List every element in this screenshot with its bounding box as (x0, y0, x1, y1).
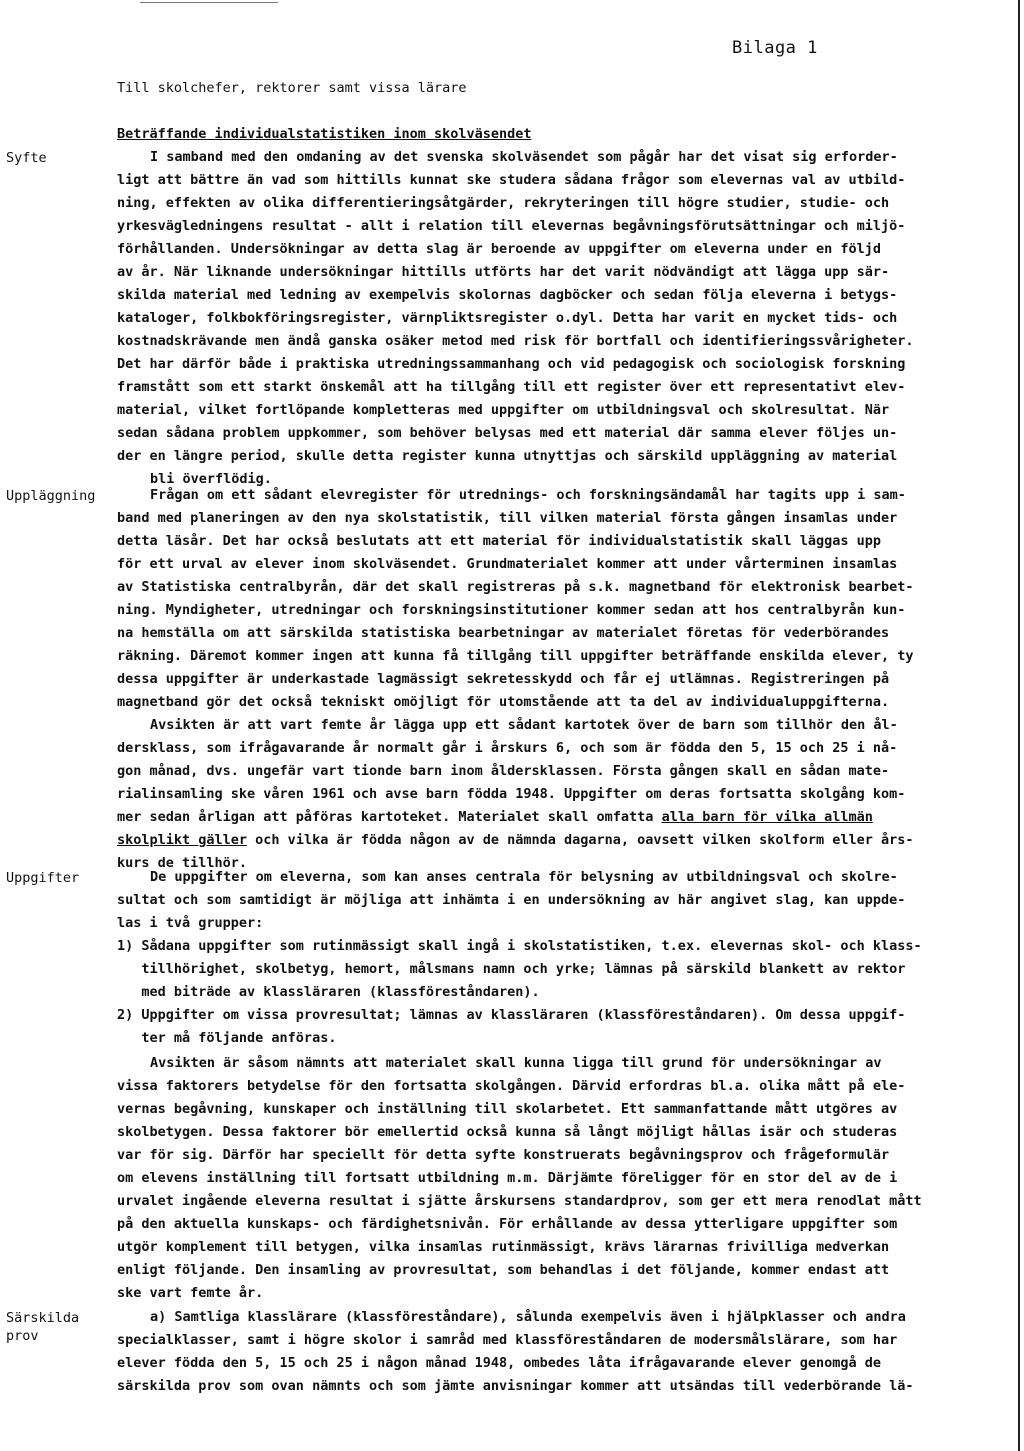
text-line: skilda material med ledning av exempelvis skolornas dagböcker och sedan följa eleverna i betygs- (117, 287, 898, 303)
text-line: kurs de tillhör. (117, 855, 248, 871)
text-line: Avsikten är såsom nämnts att materialet skall kunna ligga till grund för undersökningar av (150, 1055, 882, 1071)
document-heading: Beträffande individualstatistiken inom skolväsendet (117, 126, 532, 142)
text-line: magnetband gör det också tekniskt omöjligt för utomstående att ta del av individualuppgifterna. (117, 694, 890, 710)
text-line (117, 806, 997, 829)
list-item-line: 2) Uppgifter om vissa provresultat; lämnas av klassläraren (klassföreståndaren). Om dessa uppgif- (117, 1007, 906, 1023)
text-line: rialinsamling ske våren 1961 och avse barn födda 1948. Uppgifter om deras fortsatta skolgång kom- (117, 786, 906, 802)
text-line: ske vart femte år. (117, 1285, 264, 1301)
page-edge (1018, 0, 1020, 1451)
paragraph-avsikten (117, 1052, 997, 1305)
text-line: kostnadskrävande men ändå ganska osäker metod med risk för bortfall och identifieringssvårigheter. (117, 333, 914, 349)
list-item-line: med biträde av klassläraren (klassföreståndaren). (117, 984, 540, 1000)
text-line: kataloger, folkbokföringsregister, värnpliktsregister o.dyl. Detta har varit en mycket tids- och (117, 310, 898, 326)
text-line: på den aktuella kunskaps- och färdighetsnivån. För erhållande av dessa ytterligare uppgifter som (117, 1216, 898, 1232)
text-line: framstått som ett starkt önskemål att ha tillgång till ett register över ett representativt elev- (117, 379, 906, 395)
text-line: av Statistiska centralbyrån, där det skall registreras på s.k. magnetband för elektronisk bearbet- (117, 579, 914, 595)
text-line: av år. När liknande undersökningar hittills utförts har det varit nödvändigt att lägga upp sär- (117, 264, 890, 280)
text-span: och vilka är födda någon av de nämnda dagarna, oavsett vilken skolform eller års- (247, 832, 914, 848)
text-line: sedan sådana problem uppkommer, som behöver belysas med ett material där samma elever följes un- (117, 425, 898, 441)
text-line: De uppgifter om eleverna, som kan anses centrala för belysning av utbildningsval och skolre- (150, 869, 898, 885)
text-line: var för sig. Därför har speciellt för detta syfte konstruerats begåvningsprov och frågeformulär (117, 1147, 890, 1163)
list-item-line: 1) Sådana uppgifter som rutinmässigt skall ingå i skolstatistiken, t.ex. elevernas skol- och klass- (117, 938, 922, 954)
text-line: urvalet ingående eleverna resultat i sjätte årskursens standardprov, som ger ett mera renodlat mått (117, 1193, 922, 1209)
margin-label-prov: prov (6, 1328, 39, 1344)
text-line: om elevens inställning till fortsatt utbildning m.m. Därjämte föreligger för en stor del av de i (117, 1170, 898, 1186)
text-line: Det har därför både i praktiska utredningssammanhang och vid pedagogisk och sociologisk forskning (117, 356, 906, 372)
section-syfte (117, 146, 997, 491)
text-line: yrkesvägledningens resultat - allt i relation till elevernas begåvningsförutsättningar och miljö- (117, 218, 906, 234)
text-line: I samband med den omdaning av det svenska skolväsendet som pågår har det visat sig erforder- (150, 149, 898, 165)
text-line: detta läsår. Det har också beslutats att ett material för individualstatistik skall läggas upp (117, 533, 882, 549)
underlined-text: alla barn för vilka allmän (661, 809, 873, 825)
margin-label-syfte: Syfte (6, 150, 47, 166)
section-sarskilda-prov (117, 1306, 997, 1398)
text-line: bli överflödig. (150, 471, 272, 487)
text-line: dessa uppgifter är underkastade lagmässigt sekretesskydd och får ej utlämnas. Registreringen på (117, 671, 890, 687)
underlined-text: skolplikt gäller (117, 832, 248, 848)
margin-label-upplaggning: Uppläggning (6, 488, 96, 504)
margin-label-uppgifter: Uppgifter (6, 870, 80, 886)
text-line: för ett urval av elever inom skolväsendet. Grundmaterialet kommer att under vårterminen insamlas (117, 556, 898, 572)
text-line: elever födda den 5, 15 och 25 i någon månad 1948, ombedes låta ifrågavarande elever genomgå de (117, 1355, 882, 1371)
text-line: särskilda prov som ovan nämnts och som jämte anvisningar kommer att utsändas till vederbörande lä- (117, 1378, 914, 1394)
text-line: na hemställa om att särskilda statistiska bearbetningar av materialet företas för vederbörandes (117, 625, 890, 641)
text-span: mer sedan årligan att påföras kartoteket. Materialet skall omfatta (117, 809, 654, 825)
text-line: enligt följande. Den insamling av provresultat, som behandlas i det följande, kommer endast att (117, 1262, 890, 1278)
text-line: der en längre period, skulle detta register kunna utnyttjas och särskild uppläggning av material (117, 448, 898, 464)
text-line: vernas begåvning, kunskaper och inställning till skolarbetet. Ett sammanfattande mått utgöres av (117, 1101, 898, 1117)
list-item-line: ter må följande anföras. (117, 1030, 337, 1046)
text-line: gon månad, dvs. ungefär vart tionde barn inom åldersklassen. Första gången skall en sådan mate- (117, 763, 890, 779)
text-line: dersklass, som ifrågavarande år normalt går i årskurs 6, och som är födda den 5, 15 och 25 i nå- (117, 740, 898, 756)
section-uppgifter (117, 866, 997, 1050)
text-line: räkning. Däremot kommer ingen att kunna få tillgång till uppgifter beträffande enskilda elever, ty (117, 648, 914, 664)
section-upplaggning (117, 484, 997, 875)
text-line (117, 829, 997, 852)
text-line: a) Samtliga klasslärare (klassföreståndare), sålunda exempelvis även i hjälpklasser och andra (150, 1309, 906, 1325)
text-line: band med planeringen av den nya skolstatistik, till vilken material första gången insamlas under (117, 510, 898, 526)
text-line: las i två grupper: (117, 915, 264, 931)
appendix-label: Bilaga 1 (732, 38, 818, 58)
text-line: specialklasser, samt i högre skolor i samråd med klassföreståndaren de modersmålslärare, som har (117, 1332, 898, 1348)
text-line: ning. Myndigheter, utredningar och forskningsinstitutioner kommer sedan att hos centralbyrån kun- (117, 602, 906, 618)
top-rule (140, 2, 278, 3)
text-line: Avsikten är att vart femte år lägga upp ett sådant kartotek över de barn som tillhör den ål- (150, 717, 898, 733)
text-line: sultat och som samtidigt är möjliga att inhämta i en undersökning av här angivet slag, kan uppde- (117, 892, 906, 908)
text-line: skolbetygen. Dessa faktorer bör emellertid också kunna så långt möjligt hållas isär och studeras (117, 1124, 898, 1140)
recipients-line: Till skolchefer, rektorer samt vissa lärare (117, 80, 467, 96)
text-line: vissa faktorers betydelse för den fortsatta skolgången. Därvid erfordras bl.a. olika mått på ele- (117, 1078, 906, 1094)
list-item-line: tillhörighet, skolbetyg, hemort, målsmans namn och yrke; lämnas på särskild blankett av rektor (117, 961, 906, 977)
text-line: material, vilket fortlöpande kompletteras med uppgifter om utbildningsval och skolresultat. När (117, 402, 890, 418)
text-line: Frågan om ett sådant elevregister för utrednings- och forskningsändamål har tagits upp i sam- (150, 487, 906, 503)
text-line: ligt att bättre än vad som hittills kunnat ske studera sådana frågor som elevernas val av utbild- (117, 172, 906, 188)
text-line: utgör komplement till betygen, vilka insamlas rutinmässigt, krävs lärarnas frivilliga medverkan (117, 1239, 890, 1255)
text-line: ning, effekten av olika differentieringsåtgärder, rekryteringen till högre studier, studie- och (117, 195, 890, 211)
text-line: förhållanden. Undersökningar av detta slag är beroende av uppgifter om eleverna under en följd (117, 241, 882, 257)
margin-label-sarskilda: Särskilda (6, 1310, 80, 1326)
